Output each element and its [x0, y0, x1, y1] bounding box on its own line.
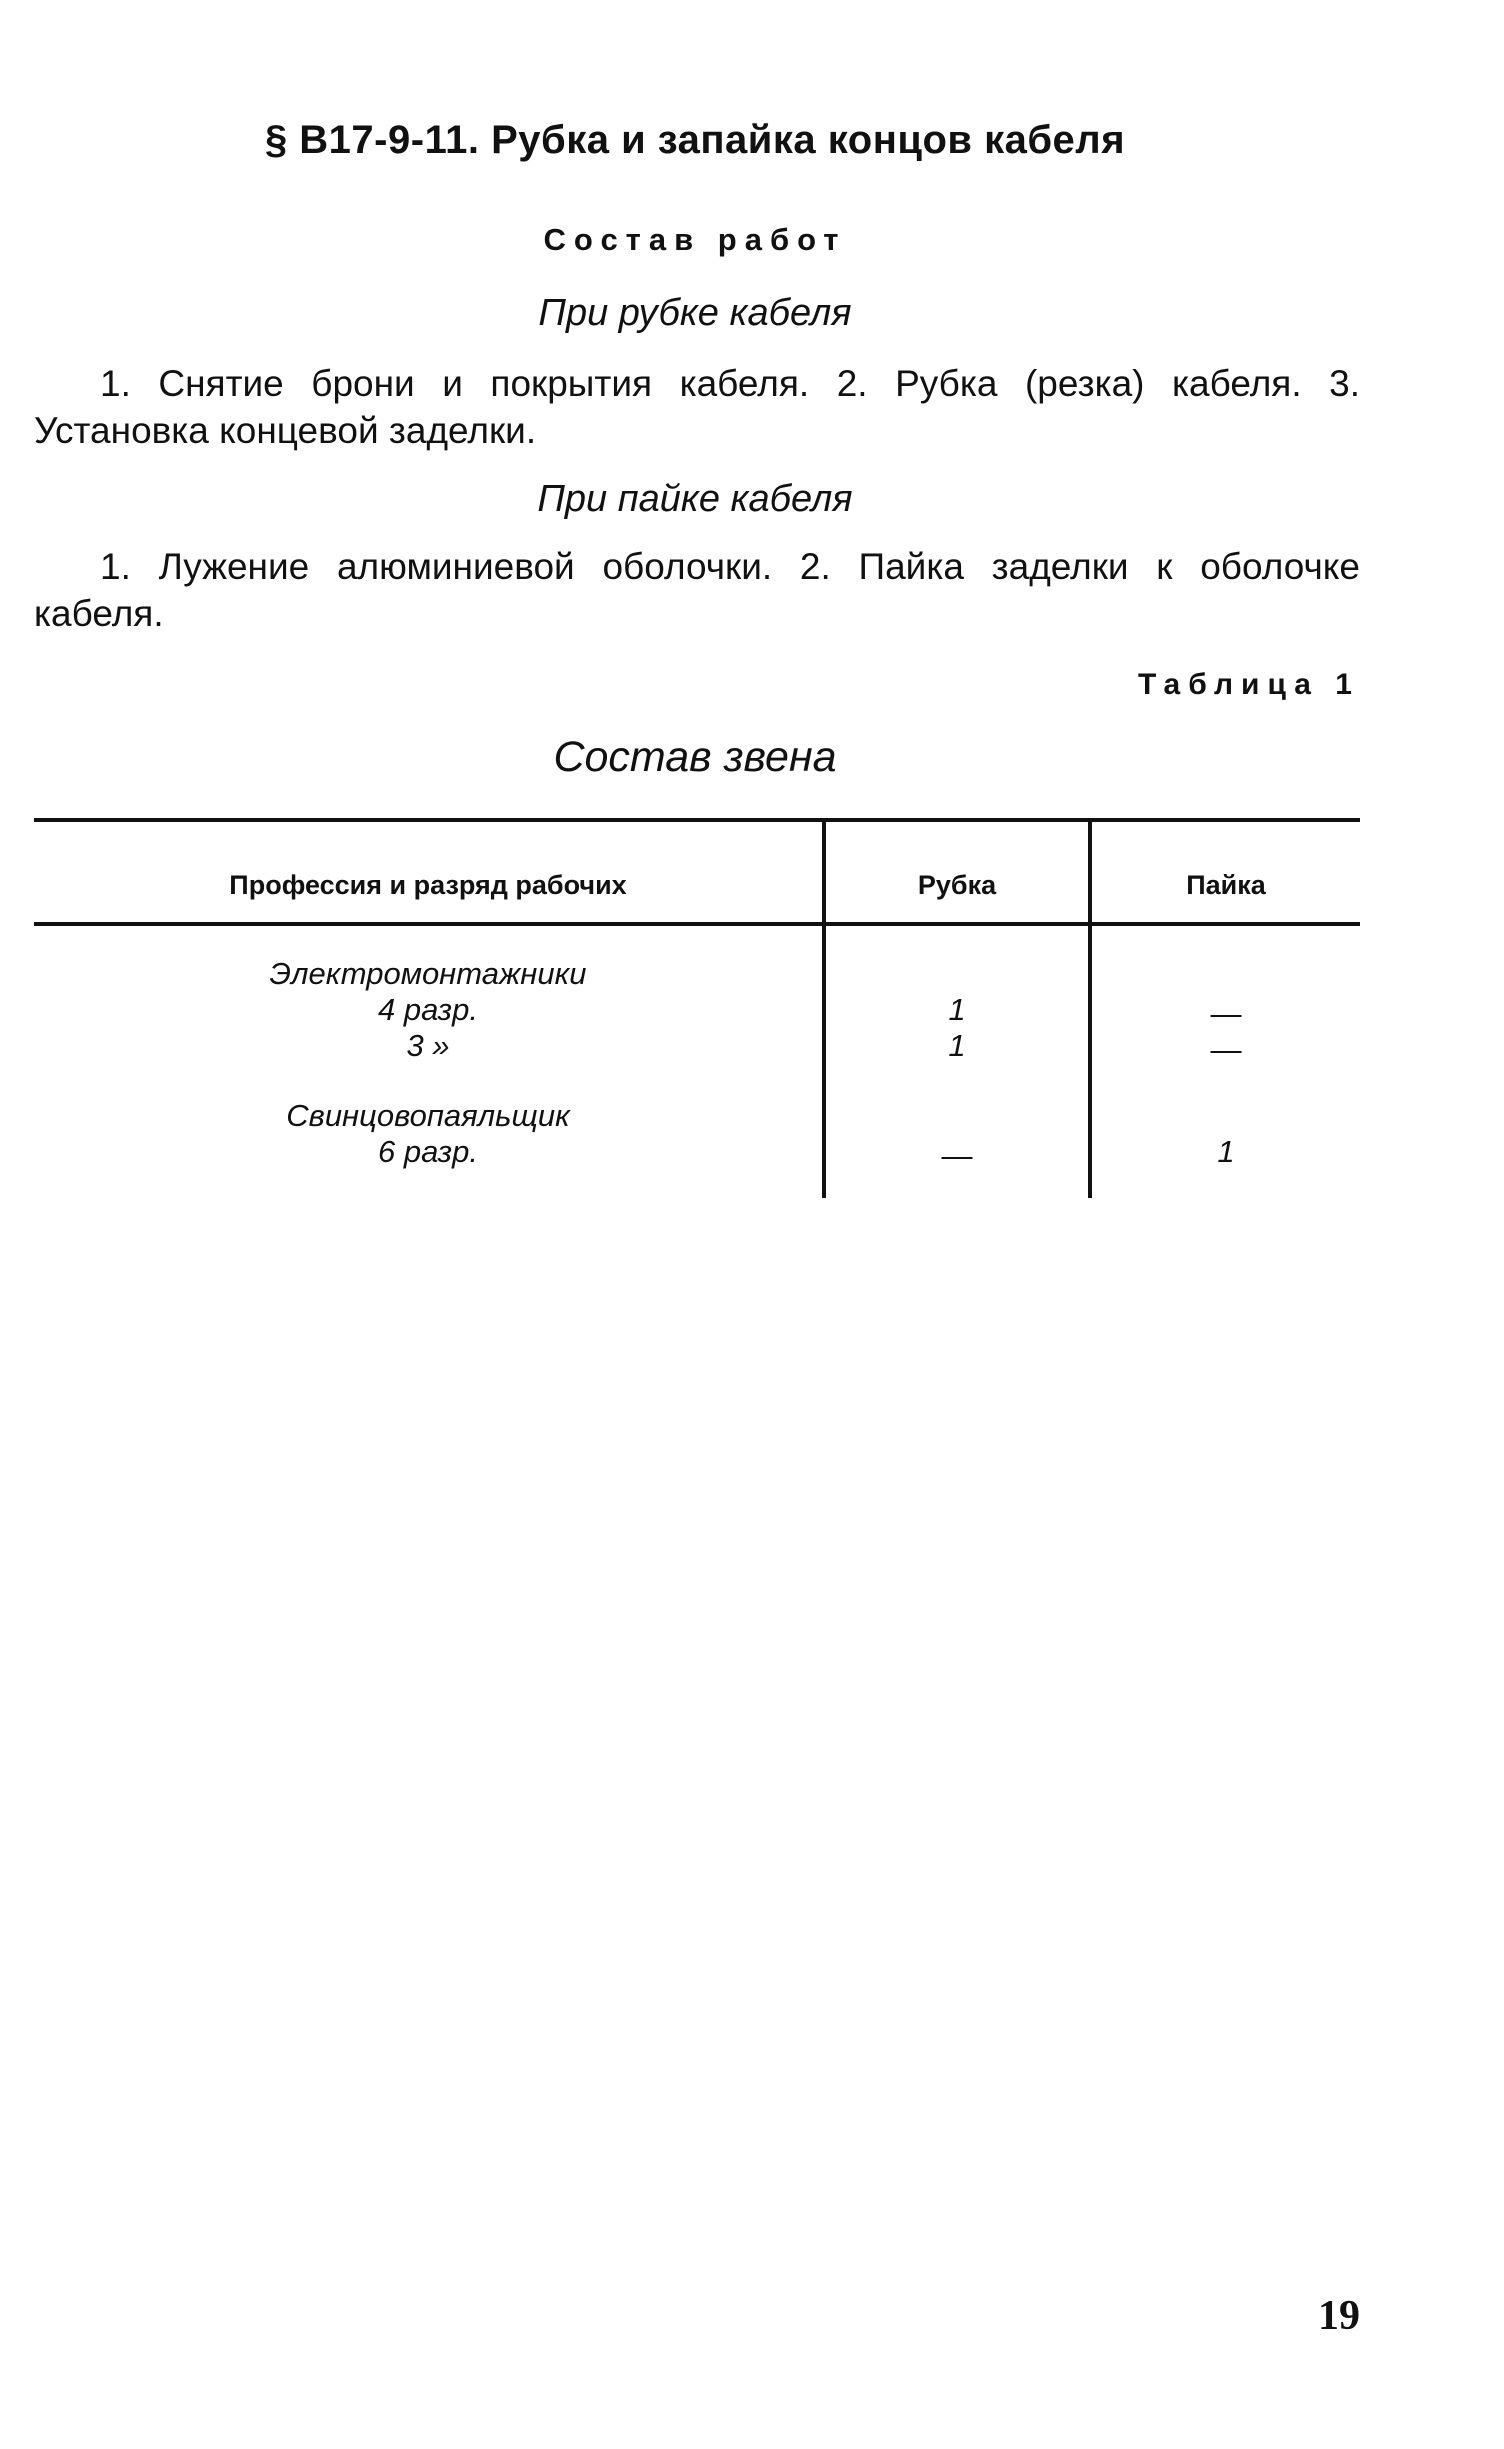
page-number: 19	[1318, 2293, 1360, 2339]
column-header-profession: Профессия и разряд рабочих	[229, 870, 627, 900]
section-heading: § В17-9-11. Рубка и запайка концов кабеля	[264, 118, 1126, 162]
profession-group-electricians: Электромонтажники	[269, 956, 587, 991]
table-label: Таблица 1	[1137, 668, 1360, 701]
crew-composition-table	[34, 818, 1360, 1198]
soldering-value: —	[1210, 1032, 1242, 1067]
cutting-value: 1	[948, 992, 966, 1027]
cutting-steps-paragraph: 1. Снятие брони и покрытия кабеля. 2. Рубка (резка) кабеля. 3. Установка концевой заделки.	[34, 363, 1360, 451]
table-top-rule	[34, 818, 1360, 822]
grade-row: 3 »	[406, 1028, 450, 1063]
column-header-soldering: Пайка	[1186, 870, 1266, 900]
soldering-value: 1	[1217, 1134, 1235, 1169]
profession-group-lead-solderer: Свинцовопаяльщик	[286, 1098, 570, 1133]
cutting-subheading: При рубке кабеля	[538, 292, 852, 334]
grade-row: 4 разр.	[378, 992, 478, 1027]
cutting-value: 1	[948, 1028, 966, 1063]
work-composition-heading: Состав работ	[543, 222, 847, 257]
table-title: Состав звена	[553, 733, 837, 781]
grade-row: 6 разр.	[378, 1134, 478, 1169]
soldering-value: —	[1210, 996, 1242, 1031]
soldering-subheading: При пайке кабеля	[537, 478, 853, 520]
cutting-value: —	[941, 1138, 973, 1173]
table-header-rule	[34, 922, 1360, 926]
column-header-cutting: Рубка	[917, 870, 997, 900]
soldering-steps-paragraph: 1. Лужение алюминиевой оболочки. 2. Пайка заделки к оболочке кабеля.	[34, 546, 1360, 634]
